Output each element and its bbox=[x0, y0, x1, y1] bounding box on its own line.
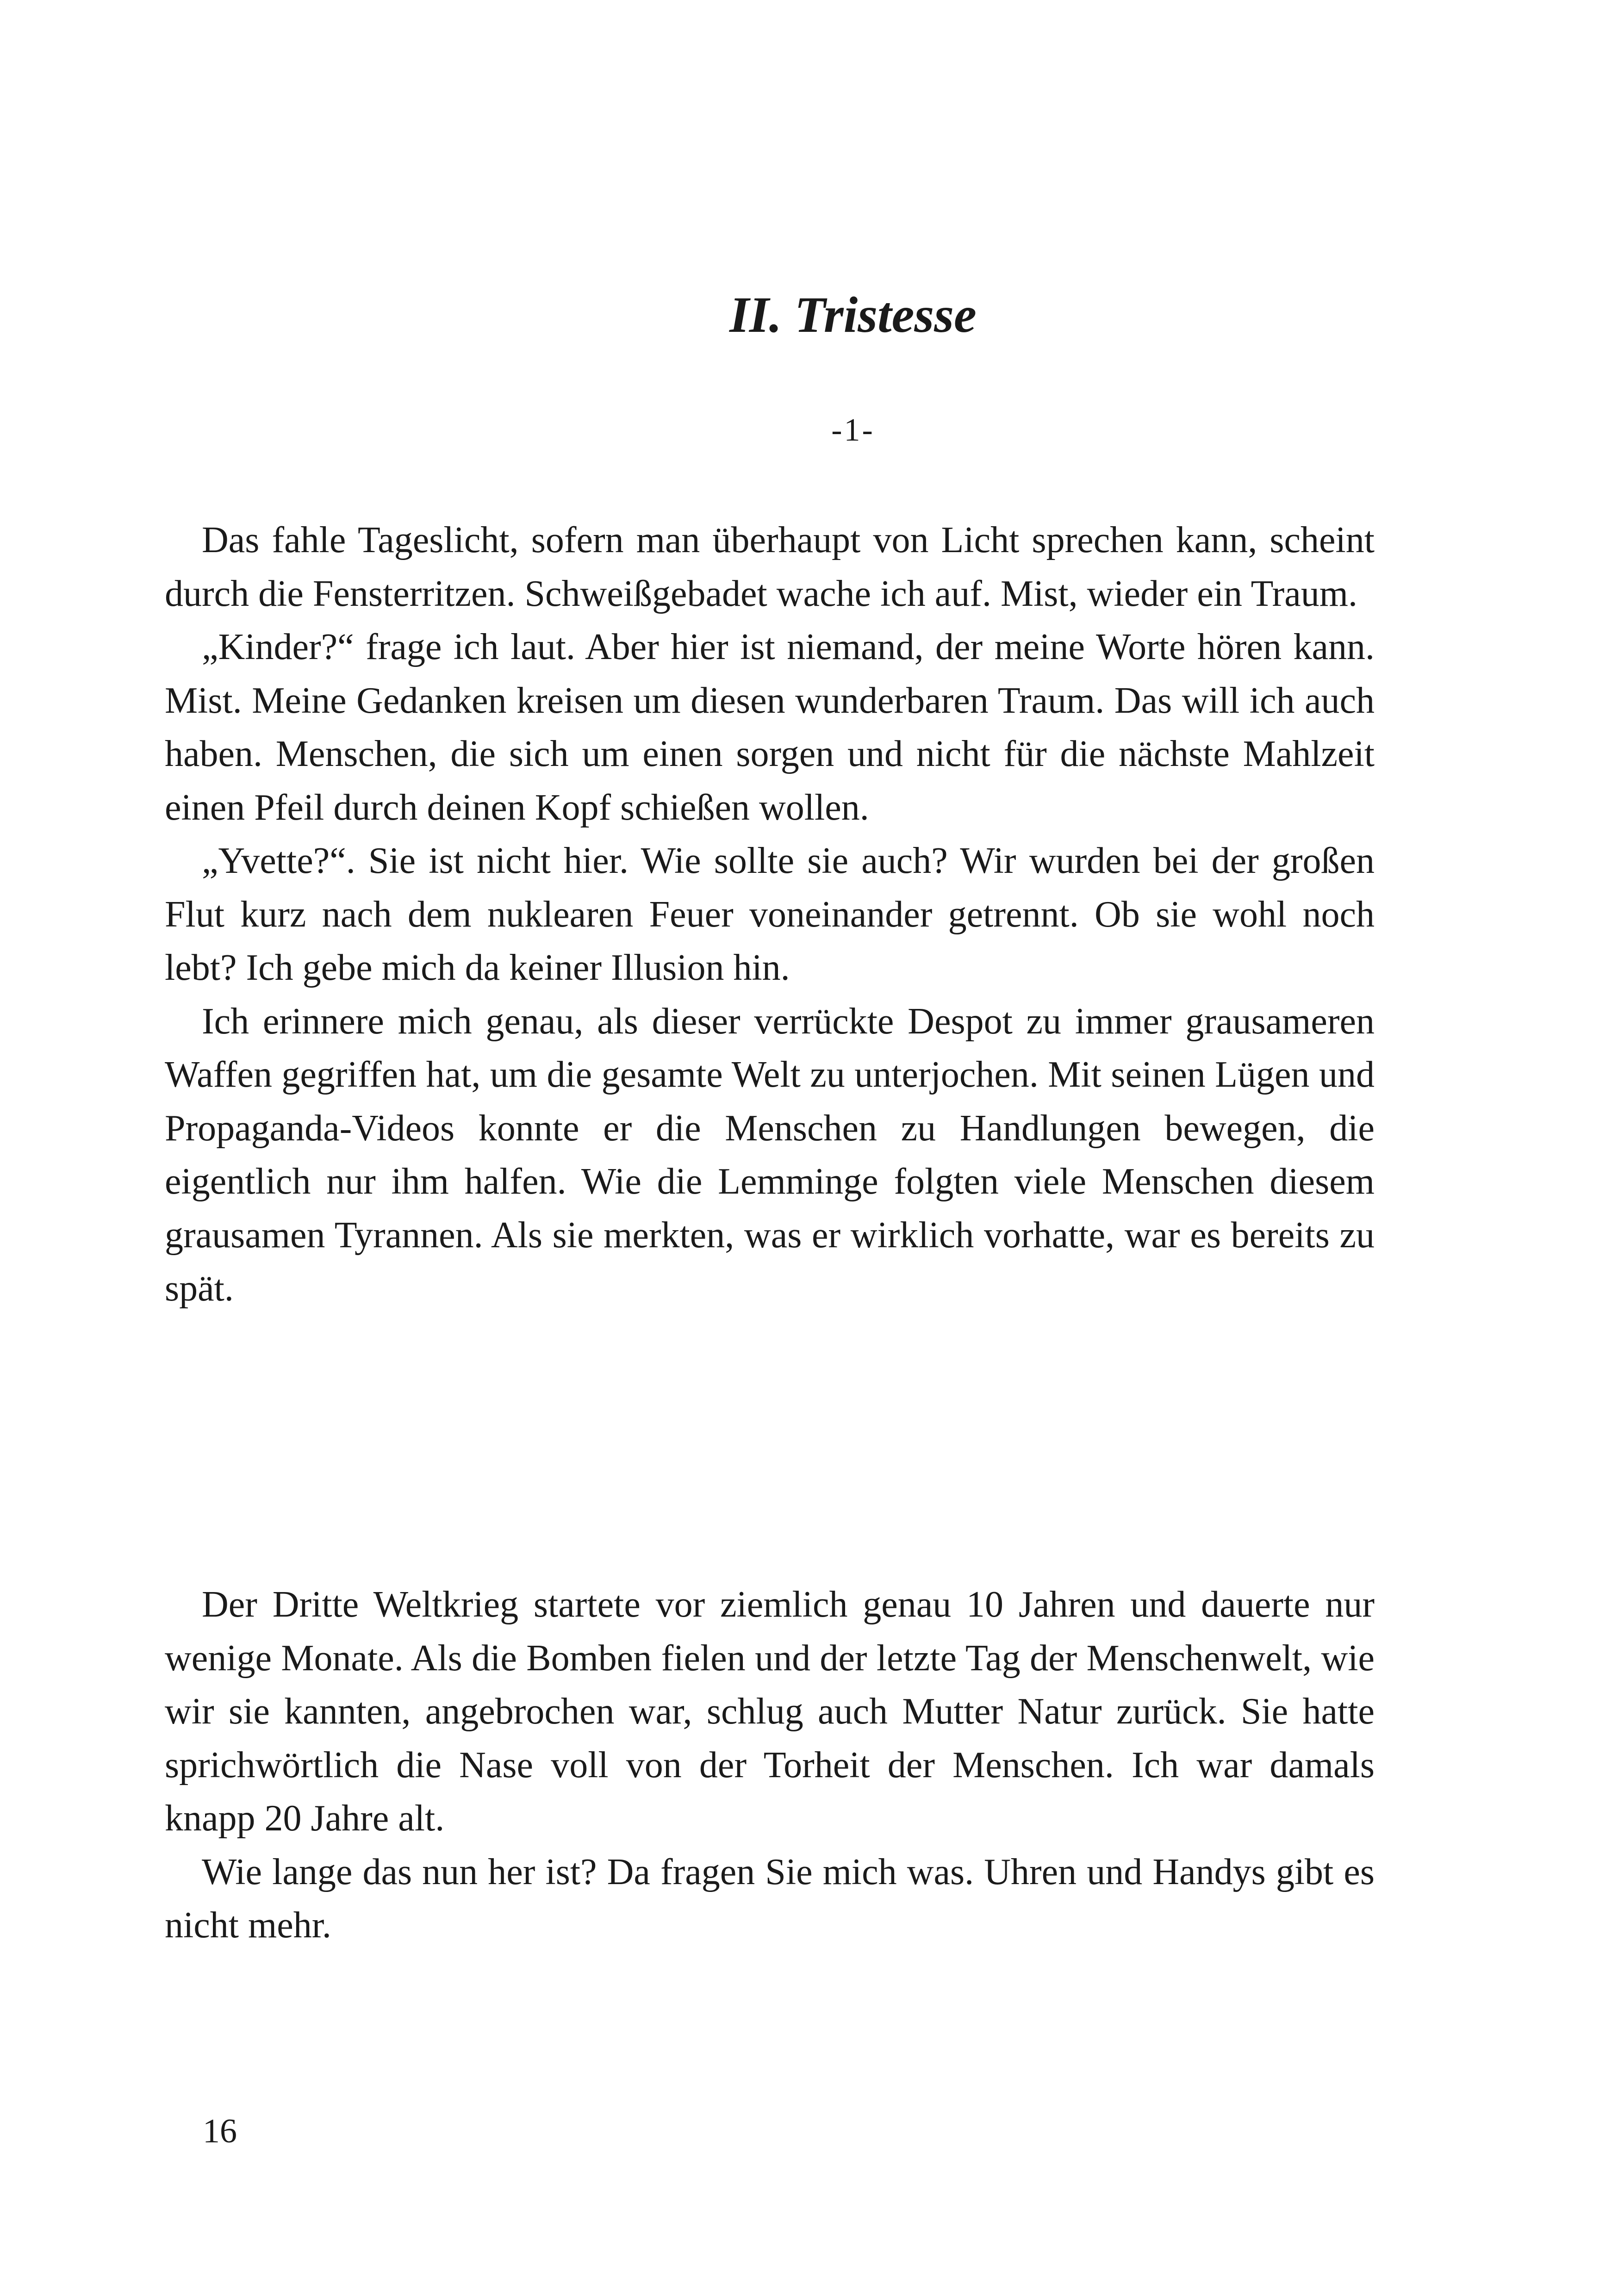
text-block-2 bbox=[165, 1578, 1375, 1953]
paragraph: „Yvette?“. Sie ist nicht hier. Wie sollte sie auch? Wir wurden bei der großen Flut kurz nach dem nuklearen Feuer voneinander getrennt. Ob sie wohl noch lebt? Ich gebe mich da keiner Illusion hin. bbox=[165, 840, 1375, 988]
chapter-title: II. Tristesse bbox=[729, 286, 977, 343]
page-number: 16 bbox=[203, 2112, 237, 2150]
paragraph: Ich erinnere mich genau, als dieser verrückte Despot zu immer grausameren Waffen gegriffen hat, um die gesamte Welt zu unterjochen. Mit seinen Lügen und Propaganda-Videos konnte er die Menschen zu Handlungen bewegen, die eigentlich nur ihm halfen. Wie die Lemminge folgten viele Menschen diesem grausamen Tyrannen. Als sie merkten, was er wirklich vorhatte, war es bereits zu spät. bbox=[165, 1001, 1375, 1309]
section-number: -1- bbox=[831, 412, 875, 448]
paragraph: Das fahle Tageslicht, sofern man überhaupt von Licht sprechen kann, scheint durch die Fensterritzen. Schweißgebadet wache ich auf. Mist, wieder ein Traum. bbox=[165, 520, 1375, 614]
text-block-1 bbox=[165, 514, 1375, 1316]
paragraph: „Kinder?“ frage ich laut. Aber hier ist niemand, der meine Worte hören kann. Mist. Meine Gedanken kreisen um diesen wunderbaren Traum. Das will ich auch haben. Menschen, die sich um einen sorgen und nicht für die nächste Mahlzeit einen Pfeil durch deinen Kopf schießen wollen. bbox=[165, 627, 1375, 828]
paragraph: Der Dritte Weltkrieg startete vor ziemlich genau 10 Jahren und dauerte nur wenige Monate. Als die Bomben fielen und der letzte Tag der Menschenwelt, wie wir sie kannten, angebrochen war, schlug auch Mutter Natur zurück. Sie hatte sprichwörtlich die Nase voll von der Torheit der Menschen. Ich war damals knapp 20 Jahre alt. bbox=[165, 1584, 1375, 1839]
paragraph: Wie lange das nun her ist? Da fragen Sie mich was. Uhren und Handys gibt es nicht mehr. bbox=[165, 1851, 1375, 1946]
